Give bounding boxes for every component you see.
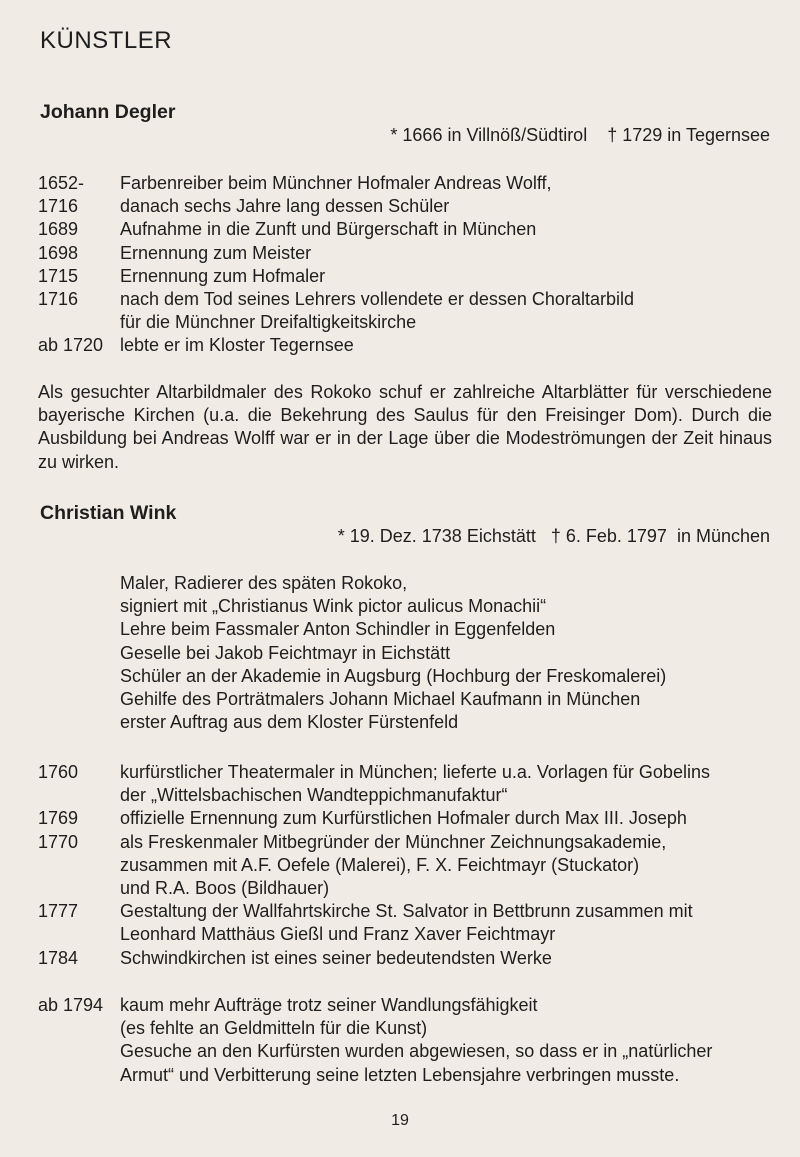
life-dates-wink: * 19. Dez. 1738 Eichstätt † 6. Feb. 1797 in München — [337, 526, 770, 546]
event: kurfürstlicher Theatermaler in München; lieferte u.a. Vorlagen für Gobelins — [120, 762, 710, 782]
event: Farbenreiber beim Münchner Hofmaler Andreas Wolff, — [120, 173, 552, 193]
timeline-row — [38, 265, 778, 288]
event: nach dem Tod seines Lehrers vollendete er dessen Choraltarbild — [120, 288, 634, 309]
note-line: signiert mit „Christianus Wink pictor aulicus Monachii“ — [120, 596, 547, 617]
late-years-wink — [38, 994, 778, 1087]
event: lebte er im Kloster Tegernsee — [120, 335, 354, 356]
timeline-row — [38, 994, 778, 1017]
timeline-row — [38, 877, 778, 900]
year — [38, 854, 120, 877]
event: der „Wittelsbachischen Wandteppichmanufaktur“ — [120, 785, 508, 806]
year — [38, 311, 120, 334]
year: ab 1794 — [38, 995, 104, 1015]
event: Schwindkirchen ist eines seiner bedeutendsten Werke — [120, 947, 552, 968]
notes-wink — [120, 572, 666, 734]
timeline-row — [38, 900, 778, 923]
year: 1715 — [38, 265, 79, 286]
event: als Freskenmaler Mitbegründer der Münchner Zeichnungsakademie, — [120, 831, 667, 852]
timeline-row — [38, 784, 778, 807]
year: 1652- — [38, 173, 85, 193]
timeline-row — [38, 947, 778, 970]
note-line: Maler, Radierer des späten Rokoko, — [120, 573, 408, 593]
note-line: Schüler an der Akademie in Augsburg (Hochburg der Freskomalerei) — [120, 665, 667, 686]
year: 1760 — [38, 762, 79, 782]
event: Gesuche an den Kurfürsten wurden abgewiesen, so dass er in „natürlicher — [120, 1041, 713, 1062]
event: Ernennung zum Meister — [120, 242, 312, 263]
biography-paragraph-degler: Als gesuchter Altarbildmaler des Rokoko schuf er zahlreiche Altarblätter für verschiedene bayerische Kirchen (u.a. die Bekehrung des Saulus für den Freisinger Dom). Durch die Ausbildung bei Andreas Wolff war er in der Lage über die Modeströmungen der Zeit hinaus zu wirken. — [38, 382, 772, 472]
page-title: KÜNSTLER — [40, 27, 173, 54]
year: 1716 — [38, 196, 79, 217]
year: ab 1720 — [38, 335, 104, 356]
event: für die Münchner Dreifaltigkeitskirche — [120, 312, 417, 333]
page-number: 19 — [391, 1112, 409, 1129]
timeline-degler — [38, 172, 778, 358]
year: 1689 — [38, 219, 79, 240]
year — [38, 1064, 120, 1087]
year: 1777 — [38, 901, 79, 922]
timeline-row — [38, 923, 778, 946]
year: 1698 — [38, 242, 79, 263]
event: danach sechs Jahre lang dessen Schüler — [120, 196, 450, 217]
event: offizielle Ernennung zum Kurfürstlichen Hofmaler durch Max III. Joseph — [120, 808, 687, 829]
timeline-row — [38, 1040, 778, 1063]
event: Aufnahme in die Zunft und Bürgerschaft in München — [120, 219, 537, 240]
timeline-row — [38, 242, 778, 265]
year — [38, 1040, 120, 1063]
life-dates-degler: * 1666 in Villnöß/Südtirol † 1729 in Tegernsee — [390, 125, 770, 145]
timeline-row — [38, 807, 778, 830]
year — [38, 923, 120, 946]
timeline-row — [38, 1017, 778, 1040]
timeline-row — [38, 761, 778, 784]
event: Leonhard Matthäus Gießl und Franz Xaver Feichtmayr — [120, 924, 556, 945]
note-line: Lehre beim Fassmaler Anton Schindler in Eggenfelden — [120, 619, 556, 640]
timeline-row — [38, 311, 778, 334]
timeline-row — [38, 218, 778, 241]
event: und R.A. Boos (Bildhauer) — [120, 877, 330, 898]
event: kaum mehr Aufträge trotz seiner Wandlungsfähigkeit — [120, 995, 538, 1015]
event: Armut“ und Verbitterung seine letzten Lebensjahre verbringen musste. — [120, 1064, 680, 1085]
note-line: Geselle bei Jakob Feichtmayr in Eichstätt — [120, 642, 451, 663]
artist-name-degler: Johann Degler — [40, 101, 176, 123]
note-line: erster Auftrag aus dem Kloster Fürstenfeld — [120, 712, 459, 733]
timeline-wink — [38, 761, 778, 970]
note-line: Gehilfe des Porträtmalers Johann Michael Kaufmann in München — [120, 688, 641, 709]
timeline-row — [38, 831, 778, 854]
year — [38, 784, 120, 807]
timeline-row — [38, 334, 778, 357]
event: Gestaltung der Wallfahrtskirche St. Salvator in Bettbrunn zusammen mit — [120, 901, 693, 922]
year — [38, 877, 120, 900]
event: (es fehlte an Geldmitteln für die Kunst) — [120, 1018, 428, 1039]
event: zusammen mit A.F. Oefele (Malerei), F. X. Feichtmayr (Stuckator) — [120, 854, 640, 875]
timeline-row — [38, 854, 778, 877]
timeline-row — [38, 172, 778, 195]
year: 1769 — [38, 808, 79, 829]
year: 1770 — [38, 831, 79, 852]
artist-name-wink: Christian Wink — [40, 502, 177, 524]
timeline-row — [38, 195, 778, 218]
timeline-row — [38, 1064, 778, 1087]
year — [38, 1017, 120, 1040]
year: 1716 — [38, 288, 79, 309]
event: Ernennung zum Hofmaler — [120, 265, 326, 286]
year: 1784 — [38, 947, 79, 968]
timeline-row — [38, 288, 778, 311]
